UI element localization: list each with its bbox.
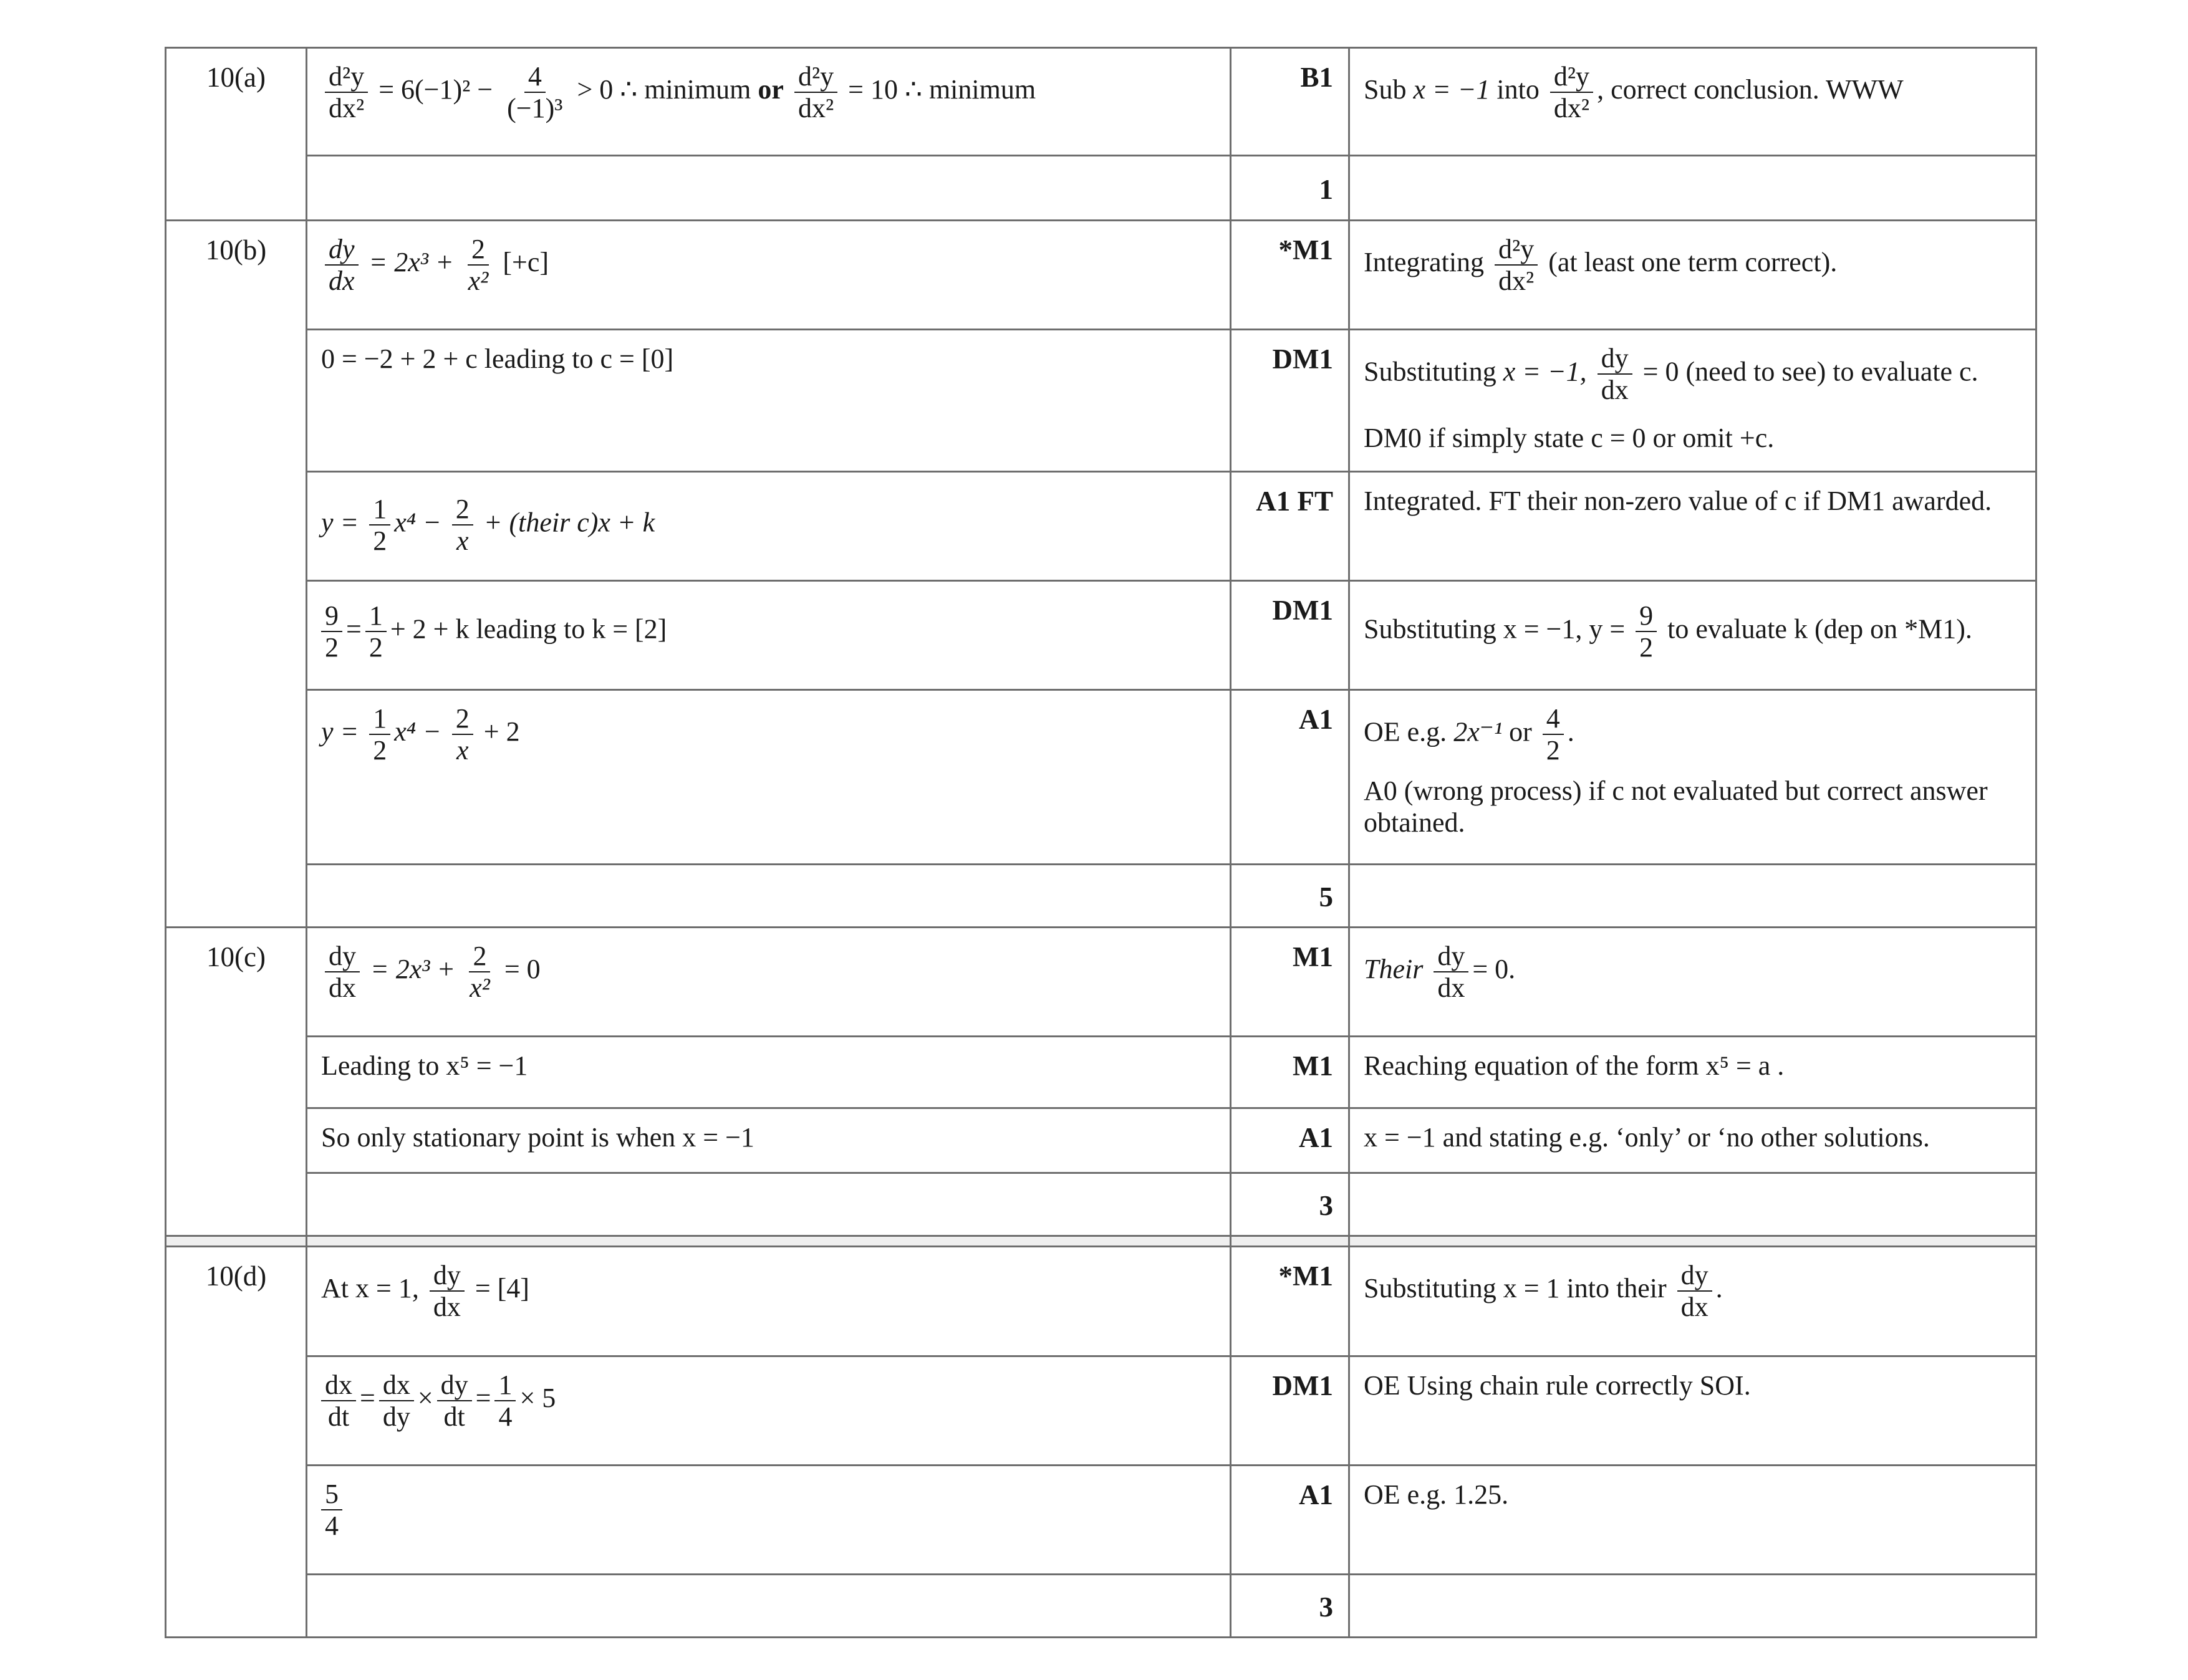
table-row — [166, 48, 2036, 156]
question-number: 10(c) — [166, 928, 307, 1037]
table-row — [166, 1466, 2036, 1575]
guidance-cell: Sub x = −1 into $\frac{\text{d²y}}{\text{dx²}}$ , correct conclusion. WWW — [1349, 48, 2036, 156]
question-number: 10(a) — [166, 48, 307, 156]
mark-code: A1 — [1231, 1108, 1349, 1173]
guidance-cell: OE e.g. 1.25. — [1349, 1466, 2036, 1575]
question-number: 10(b) — [166, 221, 307, 330]
answer-cell: At x = 1, $\frac{dy}{dx}$ = [4] — [307, 1247, 1231, 1356]
guidance-cell: Reaching equation of the form x⁵ = a . — [1349, 1037, 2036, 1108]
total-marks: 5 — [1231, 865, 1349, 928]
total-marks: 3 — [1231, 1575, 1349, 1638]
guidance-cell: OE e.g. 2x⁻¹ or $\frac{4}{2}$ . A0 (wrong process) if c not evaluated but correct answer obtained. — [1349, 690, 2036, 865]
answer-cell: Leading to x⁵ = −1 — [307, 1037, 1231, 1108]
answer-cell: $\frac{dy}{dx}$ = 2x³ + $\frac{2}{\text{x²}}$ [+c] — [307, 221, 1231, 330]
mark-code: *M1 — [1231, 1247, 1349, 1356]
table-row — [166, 330, 2036, 472]
question-number: 10(d) — [166, 1247, 307, 1356]
guidance-cell: Substituting x = −1, y = $\frac{9}{2}$ to evaluate k (dep on *M1). — [1349, 581, 2036, 690]
table-row — [166, 1247, 2036, 1356]
guidance-cell: Substituting x = 1 into their $\frac{dy}{dx}$ . — [1349, 1247, 2036, 1356]
table-row — [166, 221, 2036, 330]
guidance-cell: Their $\frac{dy}{dx}$ = 0. — [1349, 928, 2036, 1037]
answer-cell: $\frac{dy}{dx}$ = 2x³ + $\frac{2}{\text{x²}}$ = 0 — [307, 928, 1231, 1037]
answer-cell: y = $\frac{1}{2}$ x⁴ − $\frac{2}{x}$ + (their c)x + k — [307, 472, 1231, 581]
answer-cell: $\frac{5}{4}$ — [307, 1466, 1231, 1575]
mark-code: *M1 — [1231, 221, 1349, 330]
answer-cell: $\frac{9}{2}$ = $\frac{1}{2}$ + 2 + k leading to k = [2] — [307, 581, 1231, 690]
mark-code: M1 — [1231, 928, 1349, 1037]
answer-cell: $\frac{dx}{dt}$ = $\frac{dx}{dy}$ × $\frac{dy}{dt}$ = $\frac{1}{4}$ × 5 — [307, 1356, 1231, 1466]
total-marks: 1 — [1231, 156, 1349, 221]
table-row — [166, 1108, 2036, 1173]
answer-cell: $\frac{\text{d²y}}{\text{dx²}}$ = 6(−1)² − $\frac{4}{\text{(−1)³}}$ > 0 ∴ minimum or $\frac{\text{d²y}}{\text{dx²}}$ = 10 ∴ minimum — [307, 48, 1231, 156]
mark-scheme-table — [165, 47, 2035, 1640]
answer-cell: 0 = −2 + 2 + c leading to c = [0] — [307, 330, 1231, 472]
total-marks: 3 — [1231, 1173, 1349, 1236]
mark-code: DM1 — [1231, 330, 1349, 472]
answer-cell: So only stationary point is when x = −1 — [307, 1108, 1231, 1173]
guidance-cell: OE Using chain rule correctly SOI. — [1349, 1356, 2036, 1466]
mark-code: B1 — [1231, 48, 1349, 156]
table-row — [166, 472, 2036, 581]
total-row — [166, 156, 2036, 221]
mark-code: A1 — [1231, 1466, 1349, 1575]
section-divider — [166, 1236, 2036, 1247]
mark-code: DM1 — [1231, 581, 1349, 690]
mark-code: A1 — [1231, 690, 1349, 865]
total-row — [166, 1575, 2036, 1638]
table-row — [166, 1356, 2036, 1466]
guidance-cell: Substituting x = −1, $\frac{dy}{dx}$ = 0 (need to see) to evaluate c. DM0 if simply state c = 0 or omit +c. — [1349, 330, 2036, 472]
table-row — [166, 928, 2036, 1037]
guidance-cell: x = −1 and stating e.g. ‘only’ or ‘no other solutions. — [1349, 1108, 2036, 1173]
guidance-cell: Integrated. FT their non-zero value of c if DM1 awarded. — [1349, 472, 2036, 581]
table-row — [166, 581, 2036, 690]
mark-code: M1 — [1231, 1037, 1349, 1108]
answer-cell: y = $\frac{1}{2}$ x⁴ − $\frac{2}{x}$ + 2 — [307, 690, 1231, 865]
mark-code: A1 FT — [1231, 472, 1349, 581]
guidance-cell: Integrating $\frac{\text{d²y}}{\text{dx²}}$ (at least one term correct). — [1349, 221, 2036, 330]
mark-code: DM1 — [1231, 1356, 1349, 1466]
total-row — [166, 865, 2036, 928]
table-row — [166, 1037, 2036, 1108]
total-row — [166, 1173, 2036, 1236]
table-row — [166, 690, 2036, 865]
